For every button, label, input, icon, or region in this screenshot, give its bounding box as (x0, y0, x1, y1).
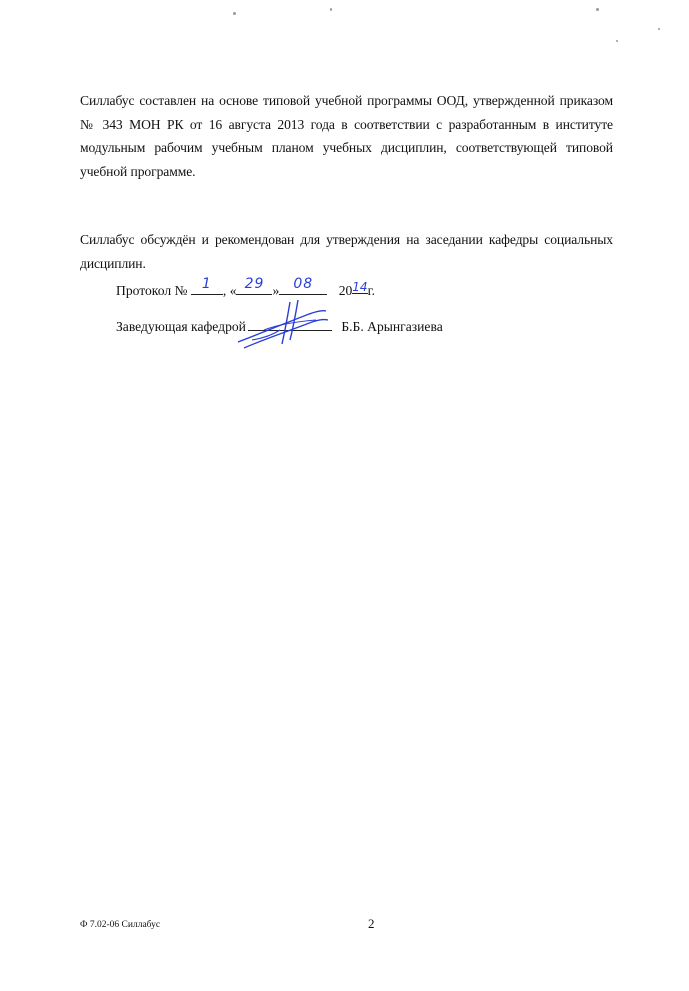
form-code: Ф 7.02-06 Силлабус (80, 920, 161, 930)
protocol-year-end: г. (367, 283, 376, 298)
syllabus-approval-paragraph: Силлабус обсуждён и рекомендован для утверждения на заседании кафедры социальных дисциплин. (80, 232, 613, 271)
protocol-day: 29 (244, 276, 265, 292)
scan-speck (330, 8, 332, 11)
protocol-label: Протокол № (116, 283, 188, 298)
scan-speck (233, 12, 236, 15)
syllabus-basis-paragraph: Силлабус составлен на основе типовой учебной программы ООД, утвержденной приказом № 343 МОН РК от 16 августа 2013 года в соответствии с разработанным в институте модульным рабочим учебным планом учебных дисциплин, соответствующей типовой учебной программе. (80, 93, 613, 179)
scan-speck (616, 40, 618, 42)
head-of-department-label: Заведующая кафедрой (116, 319, 246, 334)
scan-speck (658, 28, 660, 30)
protocol-number-field (191, 276, 223, 295)
page-number: 2 (368, 916, 375, 931)
protocol-date-open: , « (222, 283, 237, 298)
scan-speck (596, 8, 599, 11)
protocol-day-field (236, 276, 272, 295)
protocol-date-close: » (272, 283, 280, 298)
protocol-number: 1 (201, 276, 212, 292)
head-of-department-name: Б.Б. Арынгазиева (341, 319, 443, 334)
handwritten-signature (234, 296, 334, 352)
protocol-month-field (279, 276, 327, 295)
protocol-month: 08 (293, 276, 314, 292)
protocol-year-suffix: 14 (352, 280, 368, 294)
protocol-year-prefix: 20 (338, 283, 353, 298)
